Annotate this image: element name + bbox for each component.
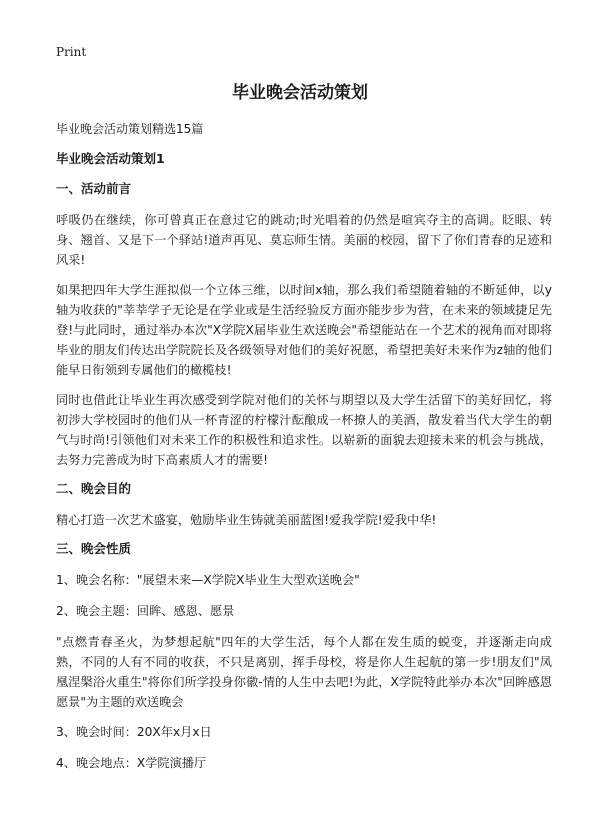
list-item: 1、晚会名称："展望未来—X学院X毕业生大型欢送晚会" [56,573,360,587]
list-item: 2、晚会主题：回眸、感恩、愿景 [56,604,235,618]
heading-gala-nature: 三、晚会性质 [56,541,132,556]
heading-gala-purpose: 二、晚会目的 [56,481,132,496]
paragraph: 同时也借此让毕业生再次感受到学院对他们的关怀与期望以及大学生活留下的美好回忆，将初涉大学校园时的他们从一杯青涩的柠檬汁酝酿成一杯撩人的美酒，散发着当代大学生的朝气与时尚!引领他们对未来工作的积极性和追求性。以崭新的面貌去迎接未来的机会与挑战，去努力完善成为时下高素质人才的需要! [56,393,552,467]
print-link[interactable]: Print [56,45,87,59]
page-title: 毕业晚会活动策划 [232,83,368,103]
paragraph: 呼吸仍在继续，你可曾真正在意过它的跳动;时光唱着的仍然是喧宾夺主的高调。眨眼、转身、翘首、又是下一个驿站!道声再见、莫忘师生情。美丽的校园，留下了你们青春的足迹和风采! [56,213,552,267]
paragraph: "点燃青春圣火，为梦想起航"四年的大学生活，每个人都在发生质的蜕变，并逐渐走向成熟，不同的人有不同的收获，不只是离别，挥手母校，将是你人生起航的第一步!朋友们"凤凰涅槃浴火重生"将你们所学投身你徽-情的人生中去吧!为此，X学院特此举办本次"回眸感恩愿景"为主题的欢送晚会 [56,635,552,709]
list-item: 4、晚会地点：X学院演播厅 [56,756,207,770]
paragraph: 如果把四年大学生涯拟似一个立体三维，以时间x轴，那么我们希望随着轴的不断延伸，以y轴为收获的"莘莘学子无论是在学业或是生活经验反方面亦能步步为营，在未来的领域捷足先登!与此同时，通过举办本次"X学院X届毕业生欢送晚会"希望能站在一个艺术的视角而对即将毕业的朋友们传达出学院院长及各级领导对他们的美好祝愿，希望把美好未来作为z轴的他们能早日衔领到专属他们的橄榄枝! [56,283,552,377]
paragraph: 精心打造一次艺术盛宴，勉励毕业生铸就美丽蓝图!爱我学院!爱我中华! [56,513,437,527]
list-item: 3、晚会时间：20X年x月x日 [56,725,212,739]
heading-activity-preface: 一、活动前言 [56,181,132,196]
document-subtitle: 毕业晚会活动策划精选15篇 [56,122,204,136]
section-title: 毕业晚会活动策划1 [56,151,165,166]
document-body [56,150,552,784]
